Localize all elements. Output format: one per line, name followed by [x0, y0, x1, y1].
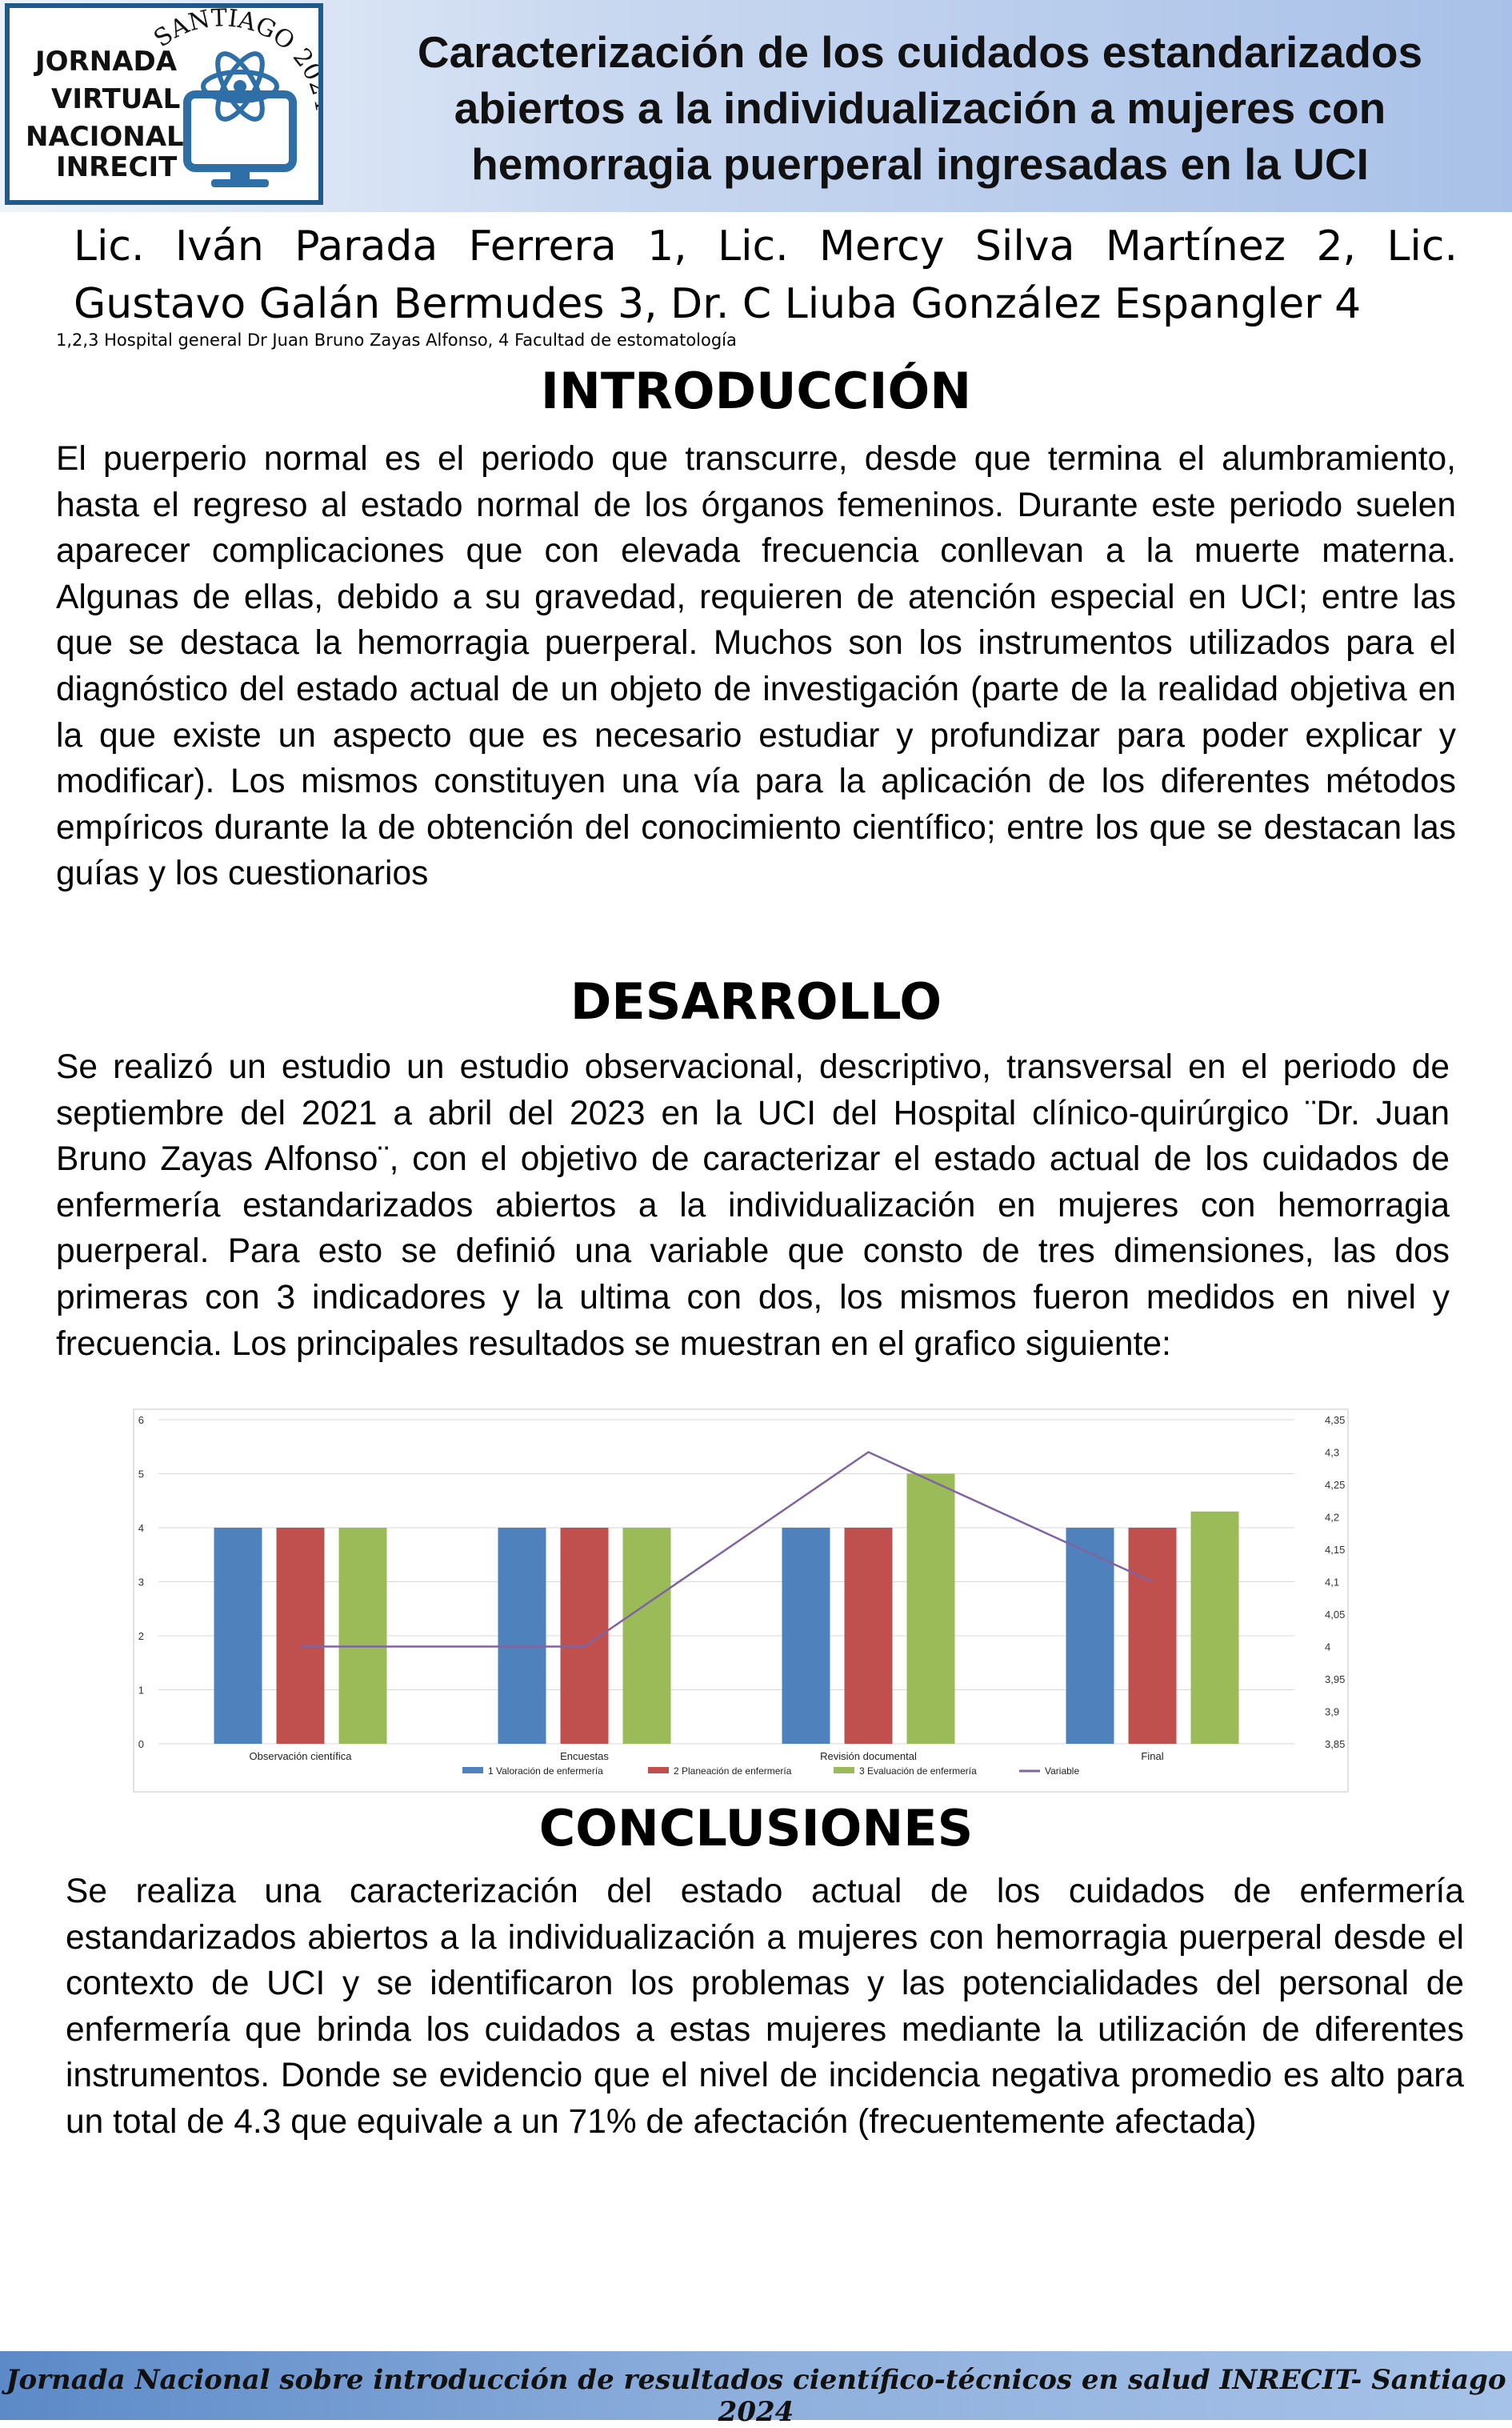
y2-tick-label: 4,3: [1325, 1446, 1340, 1459]
authors-line: Lic. Iván Parada Ferrera 1, Lic. Mercy Silva Martínez 2, Lic. Gustavo Galán Bermudes 3, Dr. C Liuba González Espangler 4: [74, 222, 1458, 328]
y-tick-label: 1: [138, 1684, 144, 1697]
x-tick-label: Observación científica: [249, 1750, 352, 1762]
series-line-variable: [301, 1452, 1153, 1647]
y2-tick-label: 4,2: [1325, 1511, 1340, 1524]
x-tick-label: Revisión documental: [820, 1750, 917, 1762]
y-tick-label: 5: [138, 1468, 144, 1480]
bar: [782, 1528, 830, 1744]
legend-label: 1 Valoración de enfermería: [488, 1765, 603, 1777]
x-tick-label: Encuestas: [560, 1750, 609, 1762]
y2-tick-label: 3,85: [1325, 1738, 1346, 1750]
y-tick-label: 4: [138, 1522, 144, 1534]
conclusiones-heading: CONCLUSIONES: [538, 1799, 974, 1857]
y2-tick-label: 3,9: [1325, 1705, 1340, 1718]
x-tick-label: Final: [1141, 1750, 1164, 1762]
desarrollo-text: Se realizó un estudio un estudio observacional, descriptivo, transversal en el periodo de septiembre del 2021 a abril del 2023 en la UCI del Hospital clínico-quirúrgico ¨Dr. Juan Bruno Zayas Alfonso¨, con el objetivo de caracterizar el estado actual de los cuidados de enfermería estandarizados abiertos a la individualización en mujeres con hemorragia puerperal. Para esto se definió una variable que consto de tres dimensiones, las dos primeras con 3 indicadores y la ultima con dos, los mismos fueron medidos en nivel y frecuencia. Los principales resultados se muestran en el grafico siguiente:: [56, 1048, 1450, 1363]
y2-tick-label: 3,95: [1325, 1673, 1346, 1685]
legend-label: Variable: [1045, 1765, 1080, 1777]
event-logo: [5, 3, 323, 205]
y2-tick-label: 4,35: [1325, 1414, 1346, 1426]
y-tick-label: 6: [138, 1414, 144, 1426]
poster-title: Caracterización de los cuidados estandarizados abiertos a la individualización a mujeres con hemorragia puerperal ingresadas en la UCI: [417, 27, 1423, 189]
legend-label: 3 Evaluación de enfermería: [859, 1765, 977, 1777]
y-tick-label: 2: [138, 1630, 144, 1642]
conclusiones-text: Se realiza una caracterización del estado actual de los cuidados de enfermería estandarizados abiertos a la individualización a mujeres con hemorragia puerperal desde el contexto de UCI y se identificaron los problemas y las potencialidades del personal de enfermería que brinda los cuidados a estas mujeres mediante la utilización de diferentes instrumentos. Donde se evidencio que el nivel de incidencia negativa promedio es alto para un total de 4.3 que equivale a un 71% de afectación (frecuentemente afectada): [66, 1873, 1464, 2141]
legend-swatch: [462, 1767, 483, 1773]
logo-line-3: NACIONAL: [26, 121, 184, 153]
legend-swatch: [834, 1767, 854, 1773]
y2-tick-label: 4: [1325, 1641, 1331, 1653]
y2-tick-label: 4,05: [1325, 1609, 1346, 1621]
legend-label: 2 Planeación de enfermería: [674, 1765, 792, 1777]
bar: [277, 1528, 325, 1744]
footer-text: Jornada Nacional sobre introducción de resultados científico-técnicos en salud INRECIT- Santiago 2024: [6, 2364, 1506, 2428]
legend-swatch: [648, 1767, 669, 1773]
bar: [498, 1528, 546, 1744]
footer-banner: [0, 2351, 1512, 2428]
atom-icon: [203, 47, 277, 126]
logo-line-2: VIRTUAL: [51, 83, 181, 115]
logo-line-1: JORNADA: [35, 46, 178, 78]
y-tick-label: 3: [138, 1576, 144, 1589]
introduccion-text: El puerperio normal es el periodo que transcurre, desde que termina el alumbramiento, hasta el regreso al estado normal de los órganos femeninos. Durante este periodo suelen aparecer complicaciones que con elevada frecuencia conllevan a la muerte materna. Algunas de ellas, debido a su gravedad, requieren de atención especial en UCI; entre las que se destaca la hemorragia puerperal. Muchos son los instrumentos utilizados para el diagnóstico del estado actual de un objeto de investigación (parte de la realidad objetiva en la que existe un aspecto que es necesario estudiar y profundizar para poder explicar y modificar). Los mismos constituyen una vía para la aplicación de los diferentes métodos empíricos durante la de obtención del conocimiento científico; entre los que se destacan las guías y los cuestionarios: [56, 440, 1456, 893]
bar: [1191, 1512, 1239, 1744]
y2-tick-label: 4,25: [1325, 1479, 1346, 1491]
results-chart: [133, 1408, 1349, 1793]
y-tick-label: 0: [138, 1738, 144, 1750]
bar: [1129, 1528, 1177, 1744]
event-logo-graphic: [10, 8, 318, 200]
y2-tick-label: 4,1: [1325, 1576, 1340, 1589]
y2-tick-label: 4,15: [1325, 1544, 1346, 1556]
affiliations: 1,2,3 Hospital general Dr Juan Bruno Zayas Alfonso, 4 Facultad de estomatología: [56, 331, 737, 350]
introduccion-heading: INTRODUCCIÓN: [540, 362, 972, 420]
bar: [907, 1474, 955, 1745]
header-banner: [0, 0, 1512, 212]
bar: [339, 1528, 387, 1744]
results-chart-svg: [134, 1410, 1347, 1791]
logo-line-4: INRECIT: [56, 151, 178, 183]
logo-arc-text: SANTIAGO 2: [149, 8, 318, 73]
desarrollo-heading: DESARROLLO: [570, 972, 942, 1031]
bar: [623, 1528, 671, 1744]
bar: [214, 1528, 262, 1744]
bar: [845, 1528, 893, 1744]
